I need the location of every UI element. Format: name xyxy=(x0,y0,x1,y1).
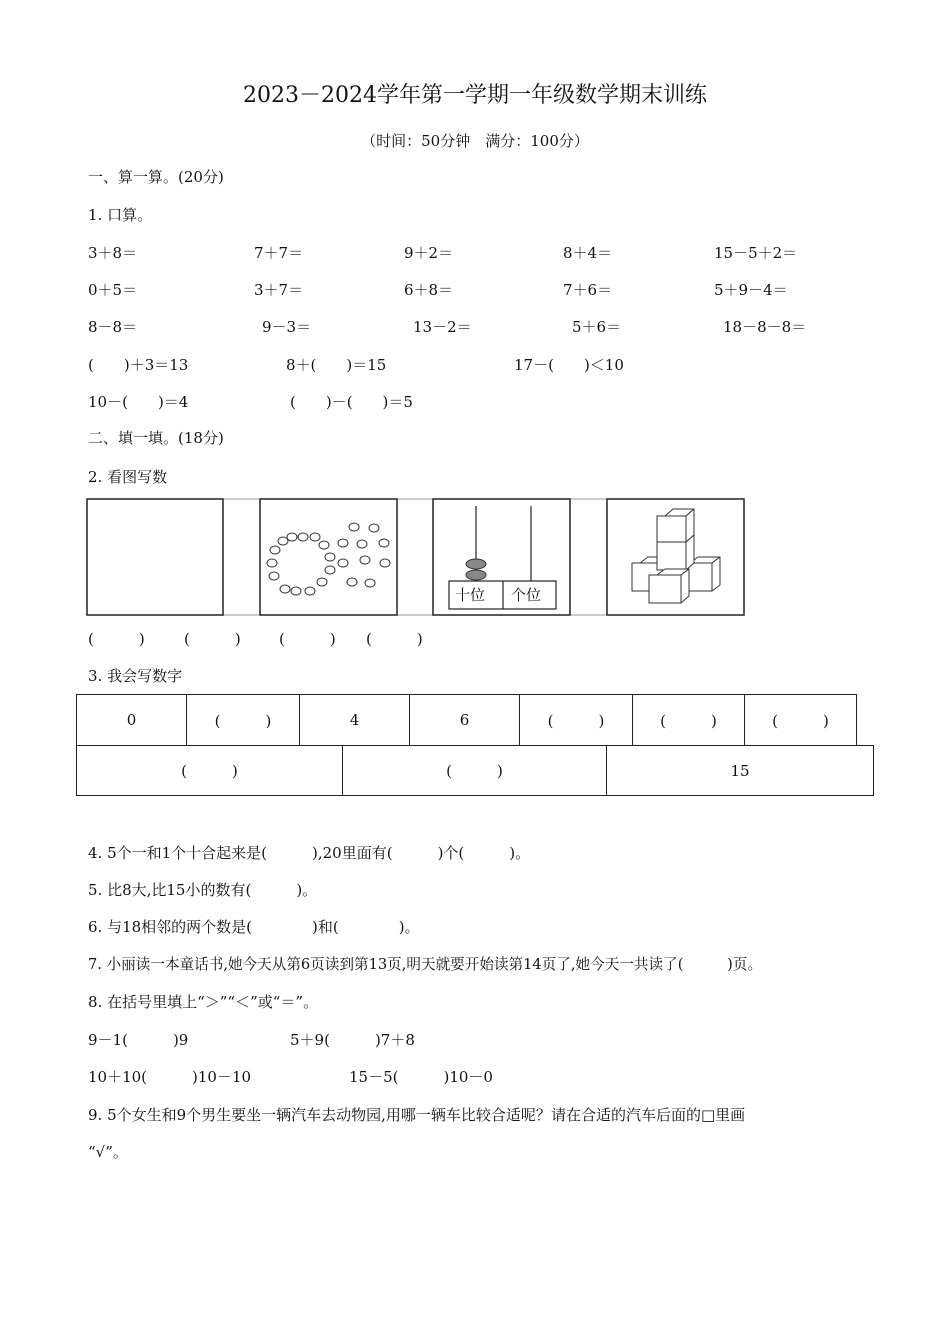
table-cell: 4 xyxy=(299,694,410,746)
calc-item: 5＋6＝ xyxy=(572,318,622,336)
table-cell-blank[interactable]: ( ) xyxy=(744,694,857,746)
q1-label: 1. 口算。 xyxy=(88,206,153,224)
table-cell: 15 xyxy=(606,745,874,796)
table-cell: 6 xyxy=(409,694,520,746)
calc-item: 0＋5＝ xyxy=(88,281,138,299)
calc-item: 13－2＝ xyxy=(413,318,472,336)
table-cell-blank[interactable]: ( ) xyxy=(186,694,300,746)
empty-picture-box xyxy=(87,499,223,615)
compare-item: 10＋10( )10－10 xyxy=(88,1068,252,1086)
abacus-ones-label: 个位 xyxy=(511,586,542,604)
calc-item: 18－8－8＝ xyxy=(723,318,807,336)
calc-item: 8－8＝ xyxy=(88,318,138,336)
section2-heading: 二、填一填。(18分) xyxy=(88,429,224,447)
calc-item: ( )－( )＝5 xyxy=(290,393,413,411)
calc-item: 5＋9－4＝ xyxy=(714,281,788,299)
picture-answer-blank[interactable]: ( ) xyxy=(366,630,423,648)
picture-answer-blank[interactable]: ( ) xyxy=(184,630,241,648)
question-7: 7. 小丽读一本童话书,她今天从第6页读到第13页,明天就要开始读第14页了,她今天一共读了( )页。 xyxy=(88,956,763,973)
q3-label: 3. 我会写数字 xyxy=(88,667,183,685)
question-8: 8. 在括号里填上“＞”“＜”或“＝”。 xyxy=(88,993,319,1011)
calc-item: 9－3＝ xyxy=(262,318,312,336)
calc-item: 3＋7＝ xyxy=(254,281,304,299)
calc-item: 8＋( )＝15 xyxy=(286,356,387,374)
calc-item: 15－5＋2＝ xyxy=(714,244,798,262)
calc-item: 3＋8＝ xyxy=(88,244,138,262)
question-4: 4. 5个一和1个十合起来是( ),20里面有( )个( )。 xyxy=(88,844,531,862)
table-cell-blank[interactable]: ( ) xyxy=(342,745,607,796)
compare-item: 9－1( )9 xyxy=(88,1031,189,1049)
calc-item: 17－( )＜10 xyxy=(514,356,624,374)
table-cell-blank[interactable]: ( ) xyxy=(519,694,633,746)
compare-item: 15－5( )10－0 xyxy=(349,1068,493,1086)
compare-item: 5＋9( )7＋8 xyxy=(290,1031,415,1049)
calc-item: 8＋4＝ xyxy=(563,244,613,262)
table-cell: 0 xyxy=(76,694,187,746)
calc-item: 10－( )＝4 xyxy=(88,393,189,411)
table-cell-blank[interactable]: ( ) xyxy=(632,694,745,746)
abacus-tens-label: 十位 xyxy=(455,586,486,604)
table-cell-blank[interactable]: ( ) xyxy=(76,745,343,796)
picture-answer-blank[interactable]: ( ) xyxy=(279,630,336,648)
q2-label: 2. 看图写数 xyxy=(88,468,168,486)
page-title: 2023－2024学年第一学期一年级数学期末训练 xyxy=(243,83,707,108)
picture-answer-blank[interactable]: ( ) xyxy=(88,630,145,648)
question-6: 6. 与18相邻的两个数是( )和( )。 xyxy=(88,918,420,936)
calc-item: 7＋6＝ xyxy=(563,281,613,299)
page-subtitle: （时间：50分钟 满分：100分） xyxy=(361,132,589,150)
question-5: 5. 比8大,比15小的数有( )。 xyxy=(88,881,318,899)
section1-heading: 一、算一算。(20分) xyxy=(88,168,224,186)
picture-strip xyxy=(0,0,950,640)
calc-item: 6＋8＝ xyxy=(404,281,454,299)
calc-item: 7＋7＝ xyxy=(254,244,304,262)
calc-item: ( )＋3＝13 xyxy=(88,356,189,374)
question-9-continued: “√”。 xyxy=(88,1143,128,1161)
question-9: 9. 5个女生和9个男生要坐一辆汽车去动物园,用哪一辆车比较合适呢？请在合适的汽车后面的□里画 xyxy=(88,1106,746,1124)
calc-item: 9＋2＝ xyxy=(404,244,454,262)
